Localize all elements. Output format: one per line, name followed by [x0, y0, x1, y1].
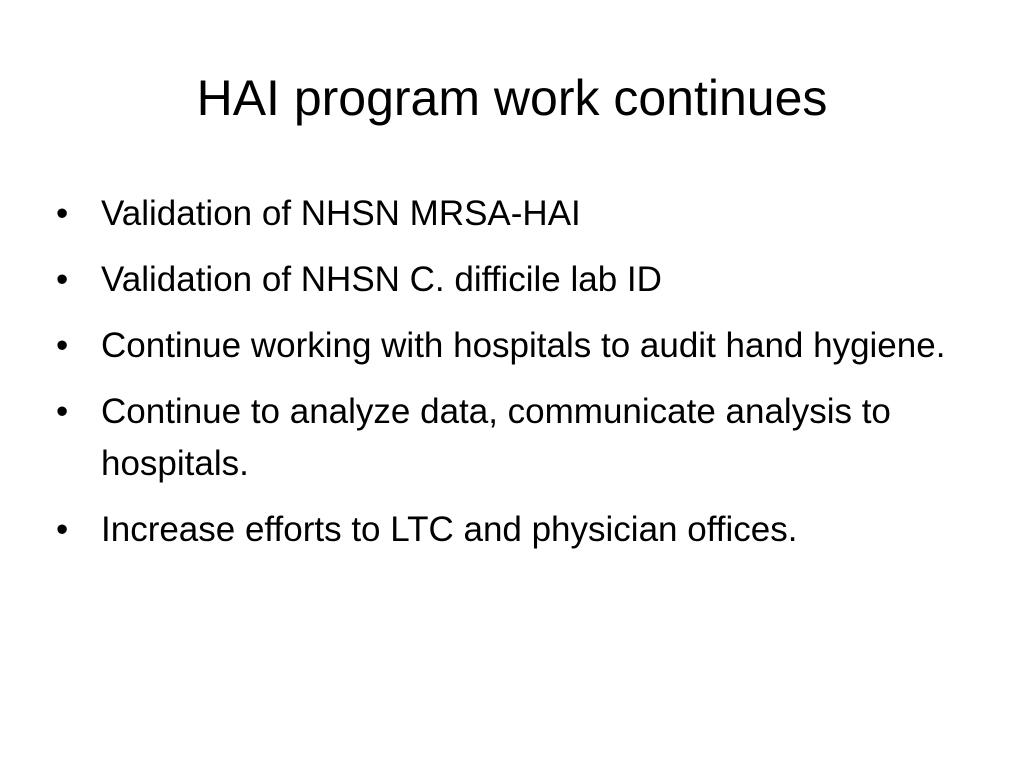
- bullet-icon: •: [56, 260, 69, 299]
- bullet-item: [56, 386, 976, 490]
- bullet-icon: •: [56, 392, 69, 431]
- bullet-text: Validation of NHSN MRSA-HAI: [101, 194, 581, 233]
- bullet-text: Validation of NHSN C. difficile lab ID: [101, 260, 662, 299]
- slide-title: HAI program work continues: [196, 70, 828, 126]
- bullet-text: Continue working with hospitals to audit hand hygiene.: [101, 326, 946, 365]
- bullet-item: [56, 254, 976, 306]
- bullet-text: Increase efforts to LTC and physician offices.: [101, 510, 798, 549]
- bullet-item: [56, 320, 976, 372]
- bullet-icon: •: [56, 510, 69, 549]
- bullet-text: Continue to analyze data, communicate analysis to hospitals.: [101, 392, 891, 483]
- bullet-icon: •: [56, 326, 69, 365]
- bullet-item: [56, 188, 976, 240]
- bullet-icon: •: [56, 194, 69, 233]
- bullet-item: [56, 504, 976, 556]
- bullet-list: [56, 188, 976, 570]
